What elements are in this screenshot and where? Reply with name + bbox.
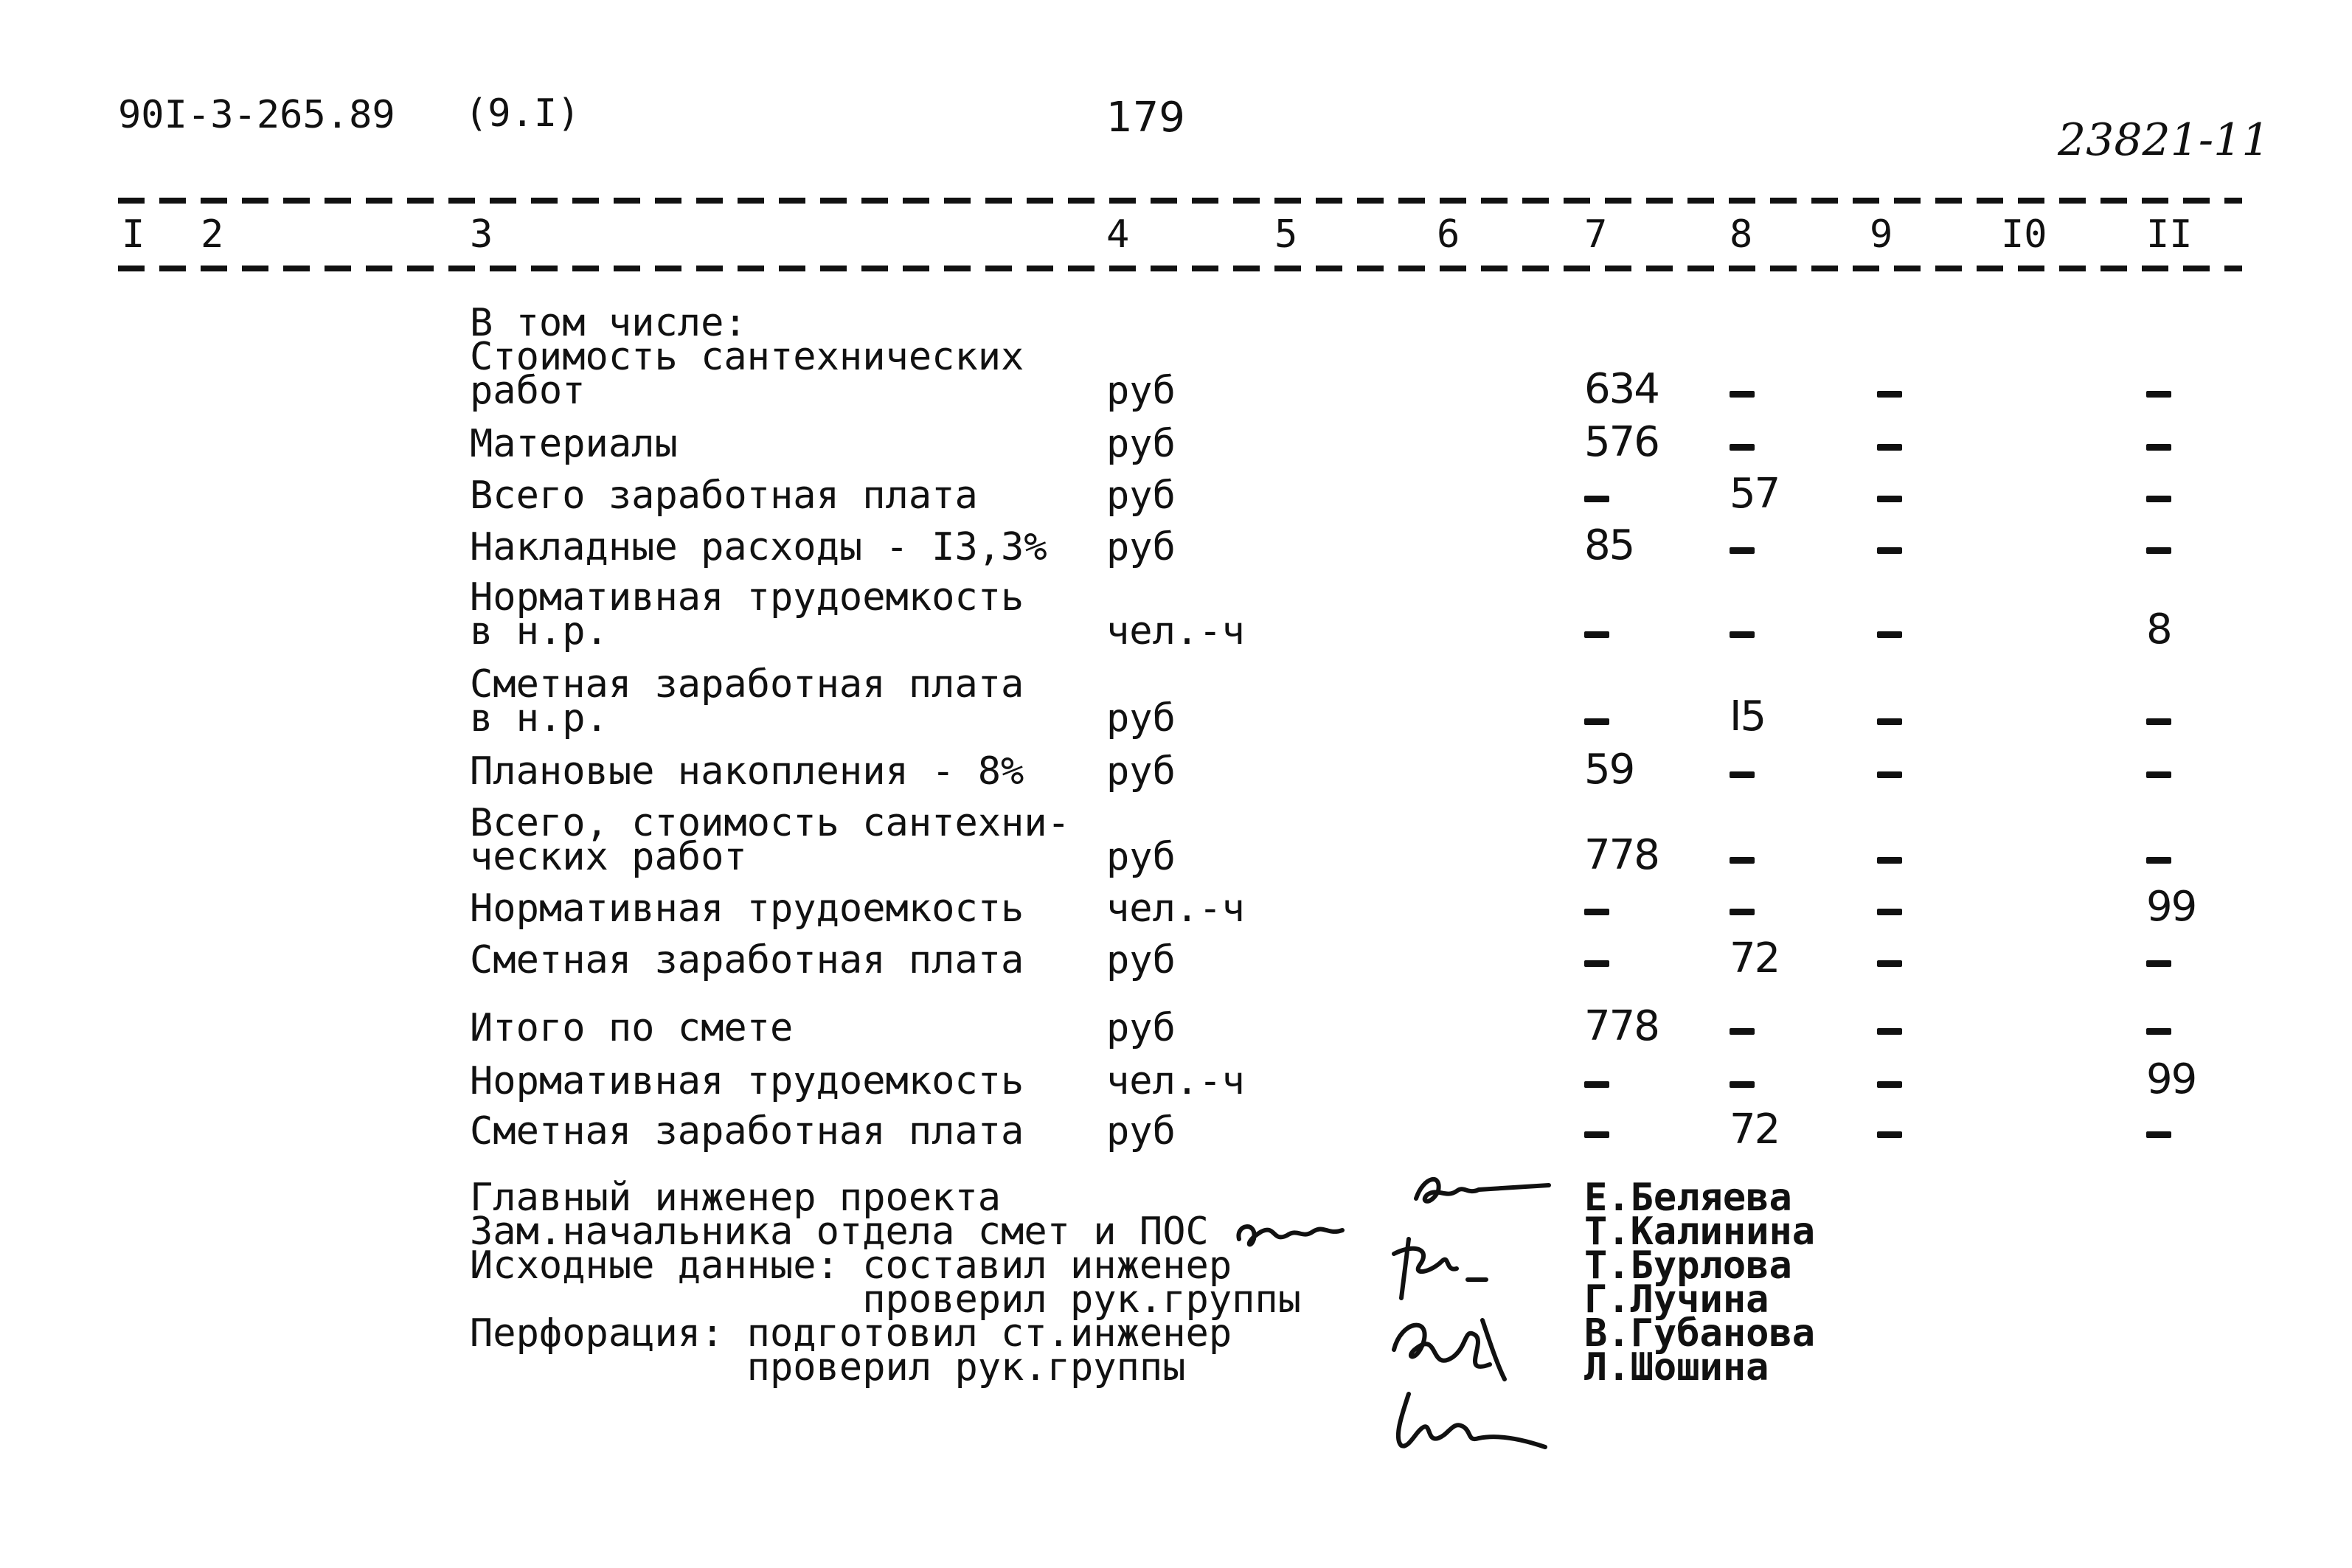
signature-role: Перфорация: подготовил ст.инженер — [470, 1311, 1232, 1356]
col11-value — [2146, 1131, 2171, 1138]
col11-value — [2146, 960, 2171, 967]
unit-cell: руб — [1106, 525, 1176, 569]
column-header: 9 — [1870, 212, 1893, 257]
signature-shoshina — [1379, 1387, 1556, 1453]
col11-value — [2146, 1028, 2171, 1035]
signature-role: Зам.начальника отдела смет и ПОС — [470, 1210, 1209, 1254]
signature-burlova — [1387, 1232, 1505, 1305]
column-header: 5 — [1274, 212, 1298, 257]
col7-value — [1584, 631, 1609, 638]
col9-value — [1877, 771, 1902, 778]
column-header: 3 — [470, 212, 493, 257]
col7-value: 634 — [1584, 365, 1659, 413]
col11-value — [2146, 444, 2171, 451]
col9-value — [1877, 960, 1902, 967]
unit-cell: руб — [1106, 1109, 1176, 1154]
signature-luchina — [1379, 1305, 1527, 1387]
col11-value — [2146, 857, 2171, 864]
col7-value: 576 — [1584, 418, 1659, 466]
row-label: ческих работ — [470, 835, 747, 879]
row-label: Накладные расходы - I3,3% — [470, 525, 1047, 569]
col9-value — [1877, 1081, 1902, 1088]
col8-value — [1730, 771, 1755, 778]
column-header: I — [122, 212, 145, 257]
col11-value: 99 — [2146, 883, 2196, 931]
signature-belyaeva — [1409, 1169, 1556, 1213]
row-label: в н.р. — [470, 609, 608, 653]
row-label: Сметная заработная плата — [470, 938, 1024, 982]
column-header: 7 — [1584, 212, 1608, 257]
col9-value — [1877, 1131, 1902, 1138]
section-number: (9.I) — [465, 91, 580, 136]
col7-value: 778 — [1584, 831, 1659, 879]
inventory-number: 23821-11 — [2058, 114, 2270, 166]
row-label: В том числе: — [470, 301, 747, 345]
col7-value — [1584, 909, 1609, 915]
unit-cell: руб — [1106, 369, 1176, 413]
col8-value — [1730, 857, 1755, 864]
column-header: 4 — [1106, 212, 1130, 257]
col8-value — [1730, 909, 1755, 915]
col11-value — [2146, 496, 2171, 502]
col8-value — [1730, 631, 1755, 638]
unit-cell: чел.-ч — [1106, 887, 1245, 931]
col7-value: 778 — [1584, 1002, 1659, 1050]
column-header: I0 — [2001, 212, 2047, 257]
col7-value: 59 — [1584, 746, 1634, 794]
col7-value — [1584, 718, 1609, 725]
row-label: Стоимость сантехнических — [470, 335, 1024, 379]
unit-cell: руб — [1106, 696, 1176, 740]
col9-value — [1877, 1028, 1902, 1035]
row-label: Нормативная трудоемкость — [470, 575, 1024, 620]
col11-value: 99 — [2146, 1055, 2196, 1103]
signature-role: проверил рук.группы — [470, 1345, 1186, 1390]
col8-value: 57 — [1730, 470, 1780, 518]
col11-value — [2146, 391, 2171, 398]
row-label: Итого по смете — [470, 1006, 794, 1050]
unit-cell: руб — [1106, 422, 1176, 466]
column-header: 6 — [1437, 212, 1460, 257]
col8-value: 72 — [1730, 934, 1780, 982]
col9-value — [1877, 547, 1902, 554]
row-label: Всего заработная плата — [470, 473, 978, 518]
unit-cell: руб — [1106, 473, 1176, 518]
col8-value — [1730, 547, 1755, 554]
unit-cell: руб — [1106, 749, 1176, 794]
col8-value: I5 — [1730, 693, 1766, 740]
col9-value — [1877, 718, 1902, 725]
signature-kalinina — [1232, 1210, 1364, 1254]
col8-value — [1730, 1081, 1755, 1088]
col7-value — [1584, 1131, 1609, 1138]
col11-value — [2146, 547, 2171, 554]
col8-value: 72 — [1730, 1106, 1780, 1154]
signatory-name: В.Губанова — [1584, 1311, 1816, 1356]
col7-value — [1584, 496, 1609, 502]
col9-value — [1877, 444, 1902, 451]
col11-value — [2146, 718, 2171, 725]
header-rule-top — [118, 198, 2242, 204]
col7-value — [1584, 960, 1609, 967]
unit-cell: чел.-ч — [1106, 1059, 1245, 1103]
unit-cell: руб — [1106, 938, 1176, 982]
header-rule-bottom — [118, 266, 2242, 271]
col8-value — [1730, 444, 1755, 451]
signature-role: проверил рук.группы — [470, 1277, 1302, 1322]
signatory-name: Т.Калинина — [1584, 1210, 1816, 1254]
col9-value — [1877, 631, 1902, 638]
signatory-name: Т.Бурлова — [1584, 1243, 1792, 1288]
row-label: работ — [470, 369, 586, 413]
row-label: Нормативная трудоемкость — [470, 887, 1024, 931]
row-label: Всего, стоимость сантехни- — [470, 801, 1070, 845]
col9-value — [1877, 391, 1902, 398]
col11-value — [2146, 771, 2171, 778]
col8-value — [1730, 1028, 1755, 1035]
row-label: Сметная заработная плата — [470, 662, 1024, 707]
column-header: 8 — [1730, 212, 1753, 257]
unit-cell: руб — [1106, 1006, 1176, 1050]
column-header: 2 — [201, 212, 224, 257]
row-label: Плановые накопления - 8% — [470, 749, 1024, 794]
row-label: Нормативная трудоемкость — [470, 1059, 1024, 1103]
column-header: II — [2146, 212, 2193, 257]
page-number: 179 — [1106, 94, 1185, 142]
signature-role: Главный инженер проекта — [470, 1176, 1002, 1220]
col9-value — [1877, 909, 1902, 915]
col7-value — [1584, 1081, 1609, 1088]
signatory-name: Г.Лучина — [1584, 1277, 1769, 1322]
row-label: в н.р. — [470, 696, 608, 740]
col8-value — [1730, 391, 1755, 398]
unit-cell: руб — [1106, 835, 1176, 879]
row-label: Материалы — [470, 422, 678, 466]
col9-value — [1877, 496, 1902, 502]
col11-value: 8 — [2146, 606, 2171, 653]
unit-cell: чел.-ч — [1106, 609, 1245, 653]
signatory-name: Е.Беляева — [1584, 1176, 1792, 1220]
col9-value — [1877, 857, 1902, 864]
document-code: 90I-3-265.89 — [118, 93, 395, 137]
signature-role: Исходные данные: составил инженер — [470, 1243, 1232, 1288]
signatory-name: Л.Шошина — [1584, 1345, 1769, 1390]
row-label: Сметная заработная плата — [470, 1109, 1024, 1154]
col7-value: 85 — [1584, 521, 1634, 569]
